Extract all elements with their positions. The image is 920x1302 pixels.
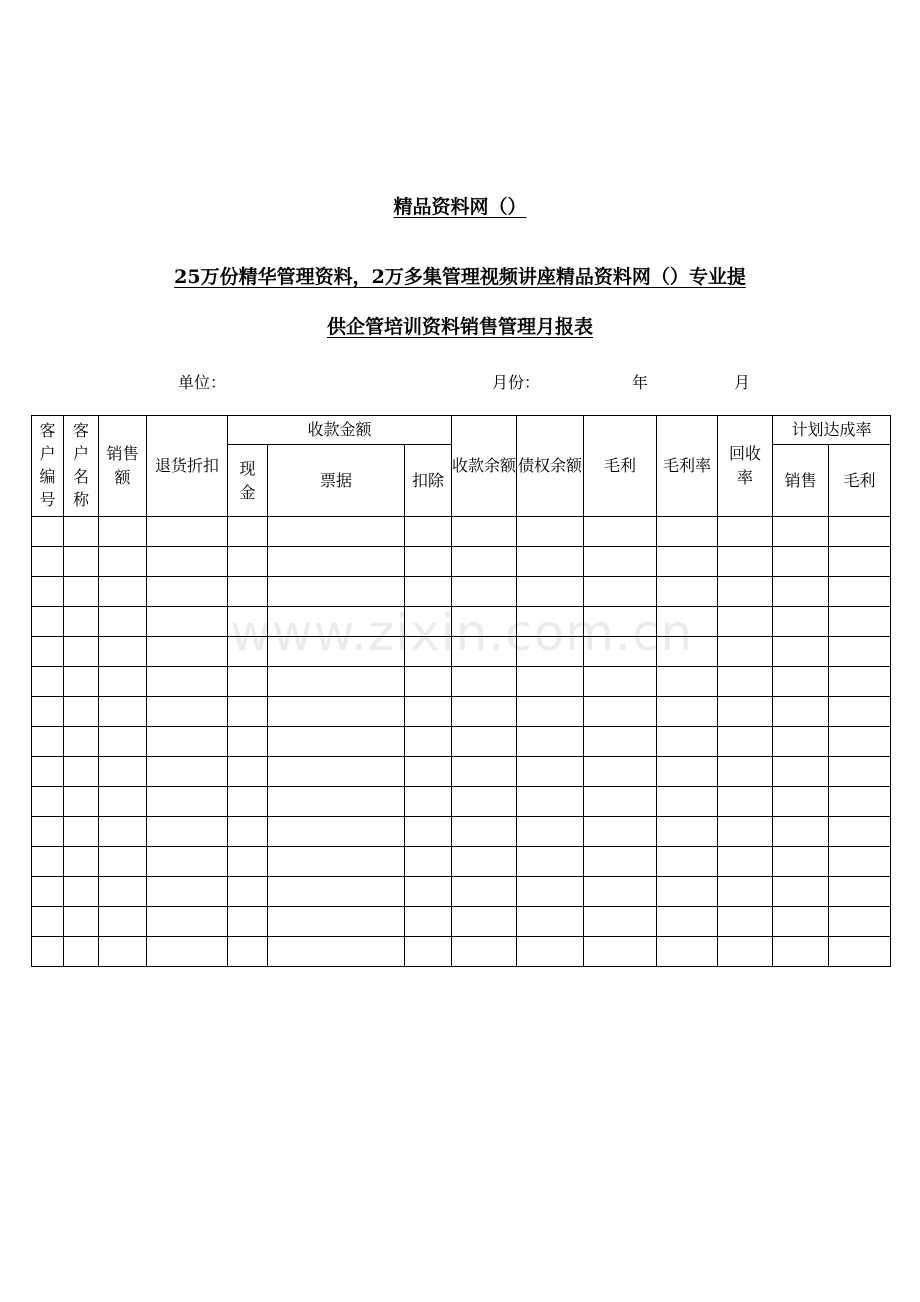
table-row bbox=[32, 697, 891, 727]
table-cell[interactable] bbox=[228, 727, 268, 757]
table-cell[interactable] bbox=[657, 607, 718, 637]
table-cell[interactable] bbox=[405, 907, 452, 937]
table-cell[interactable] bbox=[584, 727, 657, 757]
table-cell[interactable] bbox=[147, 577, 228, 607]
table-cell[interactable] bbox=[405, 817, 452, 847]
table-cell[interactable] bbox=[147, 607, 228, 637]
table-cell[interactable] bbox=[32, 817, 64, 847]
year-label: 年 bbox=[632, 373, 649, 392]
table-cell[interactable] bbox=[657, 817, 718, 847]
table-cell[interactable] bbox=[829, 817, 891, 847]
table-cell[interactable] bbox=[228, 787, 268, 817]
table-cell[interactable] bbox=[405, 577, 452, 607]
table-cell[interactable] bbox=[829, 877, 891, 907]
table-cell[interactable] bbox=[99, 847, 147, 877]
table-cell[interactable] bbox=[773, 637, 829, 667]
table-cell[interactable] bbox=[584, 517, 657, 547]
table-cell[interactable] bbox=[147, 517, 228, 547]
table-cell[interactable] bbox=[657, 637, 718, 667]
table-row bbox=[32, 577, 891, 607]
table-cell[interactable] bbox=[64, 937, 99, 967]
table-cell[interactable] bbox=[773, 667, 829, 697]
table-cell[interactable] bbox=[452, 817, 517, 847]
table-cell[interactable] bbox=[64, 697, 99, 727]
header-collection-rate: 回收率 bbox=[718, 416, 773, 517]
table-cell[interactable] bbox=[773, 937, 829, 967]
table-cell[interactable] bbox=[657, 787, 718, 817]
table-row bbox=[32, 607, 891, 637]
table-cell[interactable] bbox=[773, 847, 829, 877]
table-cell[interactable] bbox=[147, 877, 228, 907]
table-cell[interactable] bbox=[657, 577, 718, 607]
table-cell[interactable] bbox=[718, 607, 773, 637]
table-cell[interactable] bbox=[32, 907, 64, 937]
header-receivable-balance: 债权余额 bbox=[517, 416, 584, 517]
table-cell[interactable] bbox=[147, 547, 228, 577]
table-cell[interactable] bbox=[452, 547, 517, 577]
table-cell[interactable] bbox=[829, 847, 891, 877]
table-cell[interactable] bbox=[452, 787, 517, 817]
table-cell[interactable] bbox=[405, 697, 452, 727]
table-row bbox=[32, 787, 891, 817]
table-cell[interactable] bbox=[517, 637, 584, 667]
table-row bbox=[32, 757, 891, 787]
table-cell[interactable] bbox=[268, 547, 405, 577]
table-cell[interactable] bbox=[657, 757, 718, 787]
table-cell[interactable] bbox=[64, 757, 99, 787]
table-cell[interactable] bbox=[32, 727, 64, 757]
table-cell[interactable] bbox=[147, 817, 228, 847]
table-cell[interactable] bbox=[32, 667, 64, 697]
table-cell[interactable] bbox=[64, 637, 99, 667]
report-title: 供企管培训资料销售管理月报表 bbox=[326, 316, 593, 338]
table-cell[interactable] bbox=[773, 727, 829, 757]
table-row bbox=[32, 727, 891, 757]
table-cell[interactable] bbox=[829, 667, 891, 697]
header-plan-sales: 销售 bbox=[773, 445, 829, 517]
table-cell[interactable] bbox=[32, 877, 64, 907]
table-cell[interactable] bbox=[584, 907, 657, 937]
table-cell[interactable] bbox=[32, 577, 64, 607]
table-cell[interactable] bbox=[268, 727, 405, 757]
table-cell[interactable] bbox=[829, 757, 891, 787]
table-cell[interactable] bbox=[99, 547, 147, 577]
table-cell[interactable] bbox=[228, 847, 268, 877]
table-cell[interactable] bbox=[268, 577, 405, 607]
table-cell[interactable] bbox=[228, 607, 268, 637]
table-cell[interactable] bbox=[99, 757, 147, 787]
table-cell[interactable] bbox=[268, 517, 405, 547]
table-cell[interactable] bbox=[268, 667, 405, 697]
table-cell[interactable] bbox=[99, 907, 147, 937]
table-cell[interactable] bbox=[268, 697, 405, 727]
table-cell[interactable] bbox=[657, 847, 718, 877]
table-cell[interactable] bbox=[99, 937, 147, 967]
table-cell[interactable] bbox=[32, 847, 64, 877]
table-cell[interactable] bbox=[64, 877, 99, 907]
table-cell[interactable] bbox=[405, 937, 452, 967]
table-cell[interactable] bbox=[99, 607, 147, 637]
table-cell[interactable] bbox=[228, 877, 268, 907]
table-cell[interactable] bbox=[773, 757, 829, 787]
table-cell[interactable] bbox=[405, 787, 452, 817]
table-row bbox=[32, 847, 891, 877]
table-cell[interactable] bbox=[452, 637, 517, 667]
table-cell[interactable] bbox=[147, 727, 228, 757]
header-returns-discount: 退货折扣 bbox=[147, 416, 228, 517]
header-cash: 现金 bbox=[228, 445, 268, 517]
table-cell[interactable] bbox=[268, 757, 405, 787]
table-cell[interactable] bbox=[64, 727, 99, 757]
header-collection-amount: 收款金额 bbox=[228, 416, 452, 445]
table-cell[interactable] bbox=[657, 547, 718, 577]
table-cell[interactable] bbox=[64, 787, 99, 817]
table-cell[interactable] bbox=[228, 667, 268, 697]
table-cell[interactable] bbox=[517, 547, 584, 577]
table-cell[interactable] bbox=[517, 847, 584, 877]
table-cell[interactable] bbox=[584, 757, 657, 787]
table-cell[interactable] bbox=[99, 517, 147, 547]
table-cell[interactable] bbox=[584, 577, 657, 607]
table-cell[interactable] bbox=[452, 697, 517, 727]
table-cell[interactable] bbox=[517, 697, 584, 727]
table-cell[interactable] bbox=[147, 757, 228, 787]
table-cell[interactable] bbox=[268, 937, 405, 967]
table-cell[interactable] bbox=[718, 697, 773, 727]
table-cell[interactable] bbox=[64, 517, 99, 547]
table-cell[interactable] bbox=[718, 877, 773, 907]
table-cell[interactable] bbox=[64, 907, 99, 937]
table-cell[interactable] bbox=[99, 697, 147, 727]
table-cell[interactable] bbox=[718, 937, 773, 967]
table-cell[interactable] bbox=[99, 577, 147, 607]
table-cell[interactable] bbox=[718, 817, 773, 847]
header-gross-margin: 毛利率 bbox=[657, 416, 718, 517]
table-cell[interactable] bbox=[829, 697, 891, 727]
table-cell[interactable] bbox=[452, 847, 517, 877]
table-cell[interactable] bbox=[718, 847, 773, 877]
table-cell[interactable] bbox=[32, 697, 64, 727]
table-cell[interactable] bbox=[405, 757, 452, 787]
subtitle: 25万份精华管理资料，2万多集管理视频讲座精品资料网（）专业提 bbox=[174, 266, 746, 288]
table-cell[interactable] bbox=[405, 517, 452, 547]
table-cell[interactable] bbox=[517, 517, 584, 547]
header-collection-balance: 收款余额 bbox=[452, 416, 517, 517]
table-cell[interactable] bbox=[517, 937, 584, 967]
table-cell[interactable] bbox=[773, 577, 829, 607]
table-cell[interactable] bbox=[228, 697, 268, 727]
table-cell[interactable] bbox=[268, 847, 405, 877]
table-cell[interactable] bbox=[718, 757, 773, 787]
table-cell[interactable] bbox=[718, 667, 773, 697]
table-cell[interactable] bbox=[829, 577, 891, 607]
table-cell[interactable] bbox=[268, 637, 405, 667]
table-cell[interactable] bbox=[64, 547, 99, 577]
table-cell[interactable] bbox=[773, 547, 829, 577]
table-cell[interactable] bbox=[32, 937, 64, 967]
table-cell[interactable] bbox=[64, 847, 99, 877]
table-cell[interactable] bbox=[405, 667, 452, 697]
table-cell[interactable] bbox=[718, 517, 773, 547]
table-cell[interactable] bbox=[268, 787, 405, 817]
table-cell[interactable] bbox=[584, 607, 657, 637]
month-suffix: 月 bbox=[734, 373, 751, 392]
header-sales-amount: 销售额 bbox=[99, 416, 147, 517]
table-cell[interactable] bbox=[718, 907, 773, 937]
header-bills: 票据 bbox=[268, 445, 405, 517]
table-cell[interactable] bbox=[657, 937, 718, 967]
table-cell[interactable] bbox=[32, 547, 64, 577]
table-cell[interactable] bbox=[99, 727, 147, 757]
header-plan-achievement: 计划达成率 bbox=[773, 416, 891, 445]
table-cell[interactable] bbox=[773, 817, 829, 847]
table-cell[interactable] bbox=[147, 907, 228, 937]
header-plan-gross: 毛利 bbox=[829, 445, 891, 517]
table-cell[interactable] bbox=[228, 817, 268, 847]
table-cell[interactable] bbox=[829, 937, 891, 967]
table-cell[interactable] bbox=[773, 877, 829, 907]
sales-report-table bbox=[31, 415, 891, 967]
table-cell[interactable] bbox=[718, 577, 773, 607]
table-cell[interactable] bbox=[584, 547, 657, 577]
table-cell[interactable] bbox=[452, 937, 517, 967]
table-cell[interactable] bbox=[517, 787, 584, 817]
table-cell[interactable] bbox=[517, 727, 584, 757]
unit-label: 单位： bbox=[178, 373, 227, 392]
table-cell[interactable] bbox=[32, 607, 64, 637]
table-cell[interactable] bbox=[452, 757, 517, 787]
table-cell[interactable] bbox=[517, 757, 584, 787]
table-cell[interactable] bbox=[405, 547, 452, 577]
table-cell[interactable] bbox=[147, 667, 228, 697]
table-row bbox=[32, 667, 891, 697]
table-row bbox=[32, 907, 891, 937]
table-cell[interactable] bbox=[773, 517, 829, 547]
table-cell[interactable] bbox=[147, 697, 228, 727]
table-cell[interactable] bbox=[517, 667, 584, 697]
table-cell[interactable] bbox=[99, 817, 147, 847]
table-cell[interactable] bbox=[657, 517, 718, 547]
table-cell[interactable] bbox=[829, 547, 891, 577]
table-cell[interactable] bbox=[268, 877, 405, 907]
table-cell[interactable] bbox=[829, 517, 891, 547]
table-cell[interactable] bbox=[829, 787, 891, 817]
table-cell[interactable] bbox=[452, 577, 517, 607]
table-cell[interactable] bbox=[773, 787, 829, 817]
header-customer-name: 客户名称 bbox=[64, 416, 99, 517]
table-cell[interactable] bbox=[228, 577, 268, 607]
table-cell[interactable] bbox=[99, 787, 147, 817]
table-cell[interactable] bbox=[517, 877, 584, 907]
table-cell[interactable] bbox=[64, 577, 99, 607]
table-cell[interactable] bbox=[517, 607, 584, 637]
table-cell[interactable] bbox=[829, 637, 891, 667]
table-cell[interactable] bbox=[829, 607, 891, 637]
table-cell[interactable] bbox=[405, 877, 452, 907]
table-cell[interactable] bbox=[657, 907, 718, 937]
table-cell[interactable] bbox=[32, 637, 64, 667]
table-cell[interactable] bbox=[718, 787, 773, 817]
header-deduction: 扣除 bbox=[405, 445, 452, 517]
header-gross-profit: 毛利 bbox=[584, 416, 657, 517]
table-cell[interactable] bbox=[268, 907, 405, 937]
table-cell[interactable] bbox=[64, 607, 99, 637]
table-cell[interactable] bbox=[228, 757, 268, 787]
table-cell[interactable] bbox=[228, 547, 268, 577]
table-cell[interactable] bbox=[452, 607, 517, 637]
table-cell[interactable] bbox=[584, 817, 657, 847]
table-cell[interactable] bbox=[147, 937, 228, 967]
table-cell[interactable] bbox=[405, 727, 452, 757]
table-row bbox=[32, 547, 891, 577]
table-cell[interactable] bbox=[452, 727, 517, 757]
table-cell[interactable] bbox=[228, 937, 268, 967]
table-cell[interactable] bbox=[268, 607, 405, 637]
table-cell[interactable] bbox=[718, 727, 773, 757]
table-cell[interactable] bbox=[718, 547, 773, 577]
table-cell[interactable] bbox=[657, 697, 718, 727]
table-cell[interactable] bbox=[657, 667, 718, 697]
table-cell[interactable] bbox=[147, 637, 228, 667]
table-cell[interactable] bbox=[405, 637, 452, 667]
table-cell[interactable] bbox=[517, 577, 584, 607]
table-row bbox=[32, 517, 891, 547]
watermark: www.zixin.com.cn bbox=[230, 604, 694, 662]
table-cell[interactable] bbox=[32, 517, 64, 547]
table-cell[interactable] bbox=[64, 817, 99, 847]
table-cell[interactable] bbox=[228, 907, 268, 937]
table-row bbox=[32, 937, 891, 967]
table-cell[interactable] bbox=[773, 907, 829, 937]
table-cell[interactable] bbox=[718, 637, 773, 667]
table-cell[interactable] bbox=[584, 637, 657, 667]
table-cell[interactable] bbox=[452, 907, 517, 937]
table-cell[interactable] bbox=[584, 937, 657, 967]
month-label: 月份： bbox=[492, 373, 541, 392]
table-cell[interactable] bbox=[228, 637, 268, 667]
table-cell[interactable] bbox=[268, 817, 405, 847]
table-cell[interactable] bbox=[829, 727, 891, 757]
table-row bbox=[32, 637, 891, 667]
table-cell[interactable] bbox=[517, 907, 584, 937]
table-cell[interactable] bbox=[452, 877, 517, 907]
table-cell[interactable] bbox=[452, 667, 517, 697]
table-cell[interactable] bbox=[99, 667, 147, 697]
table-cell[interactable] bbox=[452, 517, 517, 547]
table-cell[interactable] bbox=[147, 847, 228, 877]
table-cell[interactable] bbox=[584, 847, 657, 877]
table-cell[interactable] bbox=[32, 757, 64, 787]
table-cell[interactable] bbox=[64, 667, 99, 697]
table-cell[interactable] bbox=[657, 727, 718, 757]
table-cell[interactable] bbox=[99, 637, 147, 667]
table-cell[interactable] bbox=[99, 877, 147, 907]
table-cell[interactable] bbox=[32, 787, 64, 817]
site-title: 精品资料网（） bbox=[393, 196, 527, 218]
table-cell[interactable] bbox=[228, 517, 268, 547]
table-cell[interactable] bbox=[584, 697, 657, 727]
table-cell[interactable] bbox=[773, 697, 829, 727]
table-cell[interactable] bbox=[773, 607, 829, 637]
table-row bbox=[32, 817, 891, 847]
table-cell[interactable] bbox=[147, 787, 228, 817]
table-cell[interactable] bbox=[405, 847, 452, 877]
table-cell[interactable] bbox=[829, 907, 891, 937]
table-cell[interactable] bbox=[584, 877, 657, 907]
table-cell[interactable] bbox=[405, 607, 452, 637]
table-row bbox=[32, 877, 891, 907]
table-cell[interactable] bbox=[584, 667, 657, 697]
header-customer-no: 客户编号 bbox=[32, 416, 64, 517]
table-cell[interactable] bbox=[584, 787, 657, 817]
table-cell[interactable] bbox=[657, 877, 718, 907]
table-cell[interactable] bbox=[517, 817, 584, 847]
